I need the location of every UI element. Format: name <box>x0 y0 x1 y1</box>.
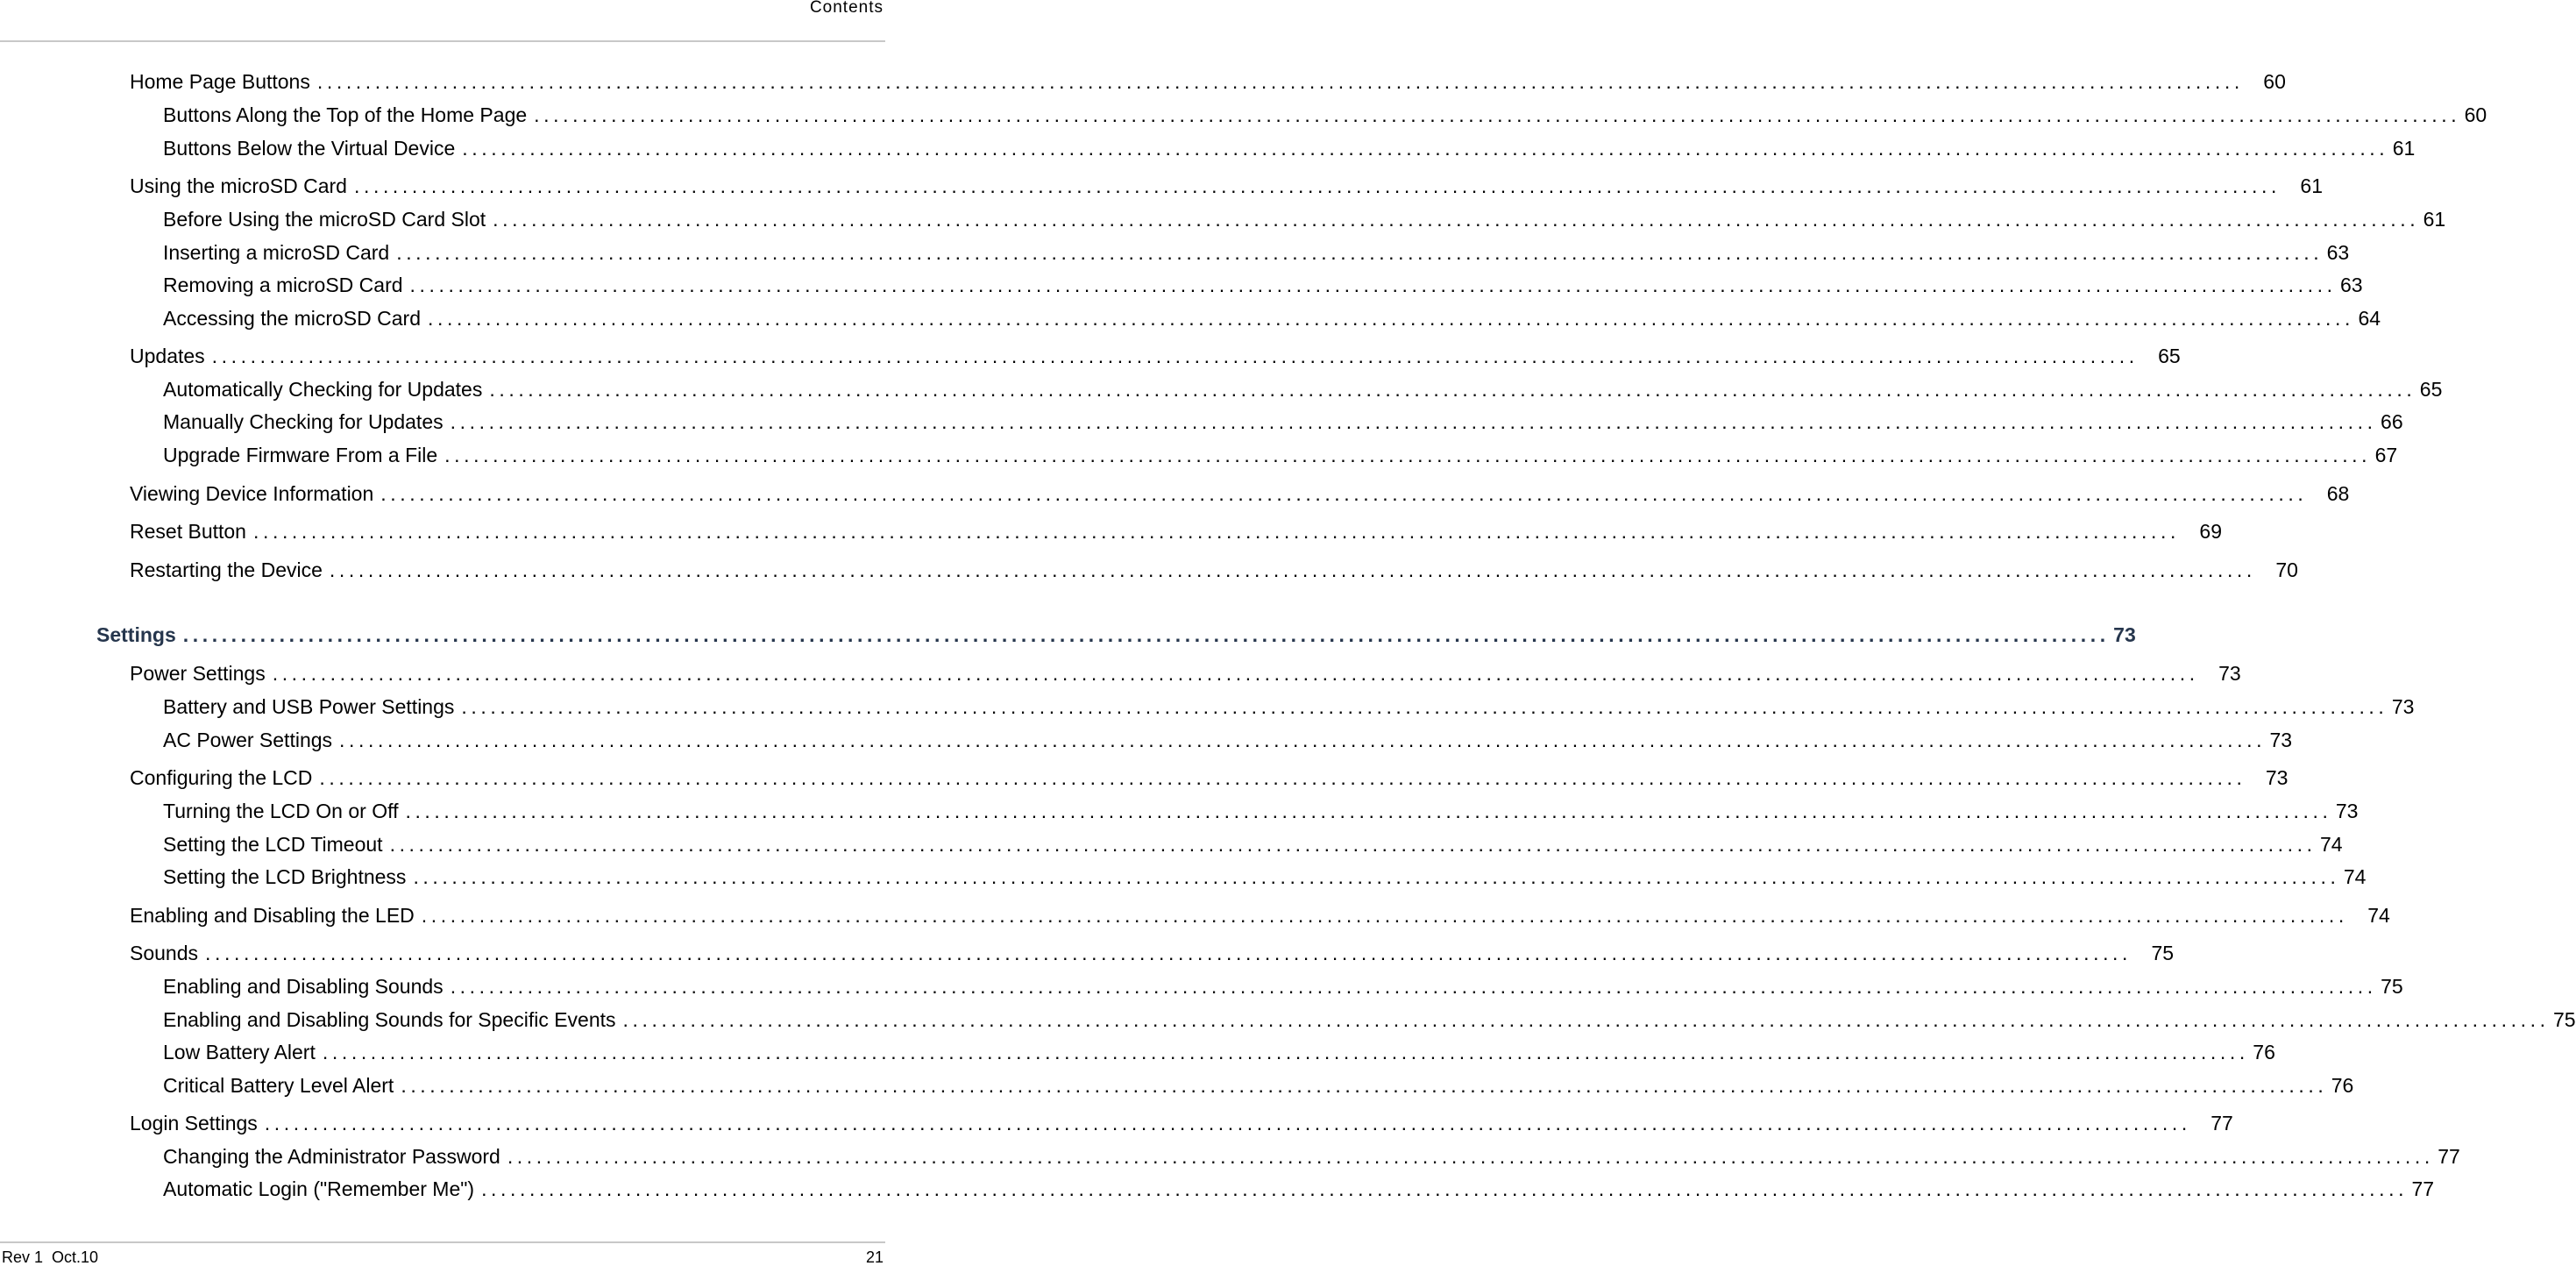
toc-subsection-entry[interactable] <box>163 377 2443 402</box>
toc-section-entry[interactable] <box>130 344 2181 368</box>
toc-entry-page-number: 67 <box>2374 444 2398 466</box>
dot-leader: ........................................................................................................................................................................................................ <box>405 800 2332 822</box>
toc-section-entry[interactable] <box>130 765 2289 790</box>
toc-entry-page-number: 63 <box>2339 274 2363 296</box>
toc-subsection-entry[interactable] <box>163 207 2446 231</box>
dot-leader: ........................................................................................................................................................................................................ <box>493 208 2420 231</box>
toc-entry-page-number: 64 <box>2358 307 2381 330</box>
toc-entry-page-number: 73 <box>2335 800 2359 822</box>
dot-leader: ........................................................................................................................................................................................................ <box>380 482 2308 505</box>
dot-leader: ........................................................................................................................................................................................................ <box>272 662 2199 685</box>
toc-subsection-entry[interactable] <box>163 103 2487 127</box>
toc-subsection-entry[interactable] <box>163 1144 2460 1169</box>
toc-entry-title: Using the microSD Card <box>130 174 347 197</box>
toc-subsection-entry[interactable] <box>163 864 2367 889</box>
dot-leader: ........................................................................................................................................................................................................ <box>264 1112 2191 1134</box>
toc-subsection-entry[interactable] <box>163 974 2403 999</box>
toc-subsection-entry[interactable] <box>163 728 2293 752</box>
toc-entry-title: Low Battery Alert <box>163 1041 316 1063</box>
toc-entry-title: Restarting the Device <box>130 558 323 581</box>
toc-subsection-entry[interactable] <box>163 443 2398 467</box>
toc-entry-page-number: 73 <box>2113 623 2136 646</box>
toc-entry-title: Setting the LCD Brightness <box>163 865 407 888</box>
dot-leader: ........................................................................................................................................................................................................ <box>481 1177 2409 1200</box>
toc-section-entry[interactable] <box>130 481 2350 506</box>
toc-subsection-entry[interactable] <box>163 273 2363 297</box>
dot-leader: ........................................................................................................................................................................................................ <box>622 1008 2550 1031</box>
footer-divider <box>0 1241 885 1243</box>
dot-leader: ........................................................................................................................................................................................................ <box>322 1041 2249 1063</box>
toc-entry-page-number: 75 <box>2552 1008 2576 1031</box>
toc-section-entry[interactable] <box>130 519 2222 544</box>
toc-entry-page-number: 66 <box>2381 410 2403 433</box>
toc-entry-title: Power Settings <box>130 662 266 685</box>
toc-entry-title: Inserting a microSD Card <box>163 241 390 264</box>
dot-leader: ........................................................................................................................................................................................................ <box>396 241 2324 264</box>
toc-entry-page-number: 61 <box>2423 208 2446 231</box>
toc-section-entry[interactable] <box>130 903 2390 928</box>
toc-subsection-entry[interactable] <box>163 1040 2275 1064</box>
toc-entry-page-number: 74 <box>2367 904 2390 927</box>
toc-entry-page-number: 77 <box>2411 1177 2435 1200</box>
toc-entry-page-number: 60 <box>2464 103 2487 126</box>
running-header-title: Contents <box>809 0 884 17</box>
toc-entry-title: Enabling and Disabling Sounds <box>163 975 444 998</box>
toc-entry-page-number: 77 <box>2211 1112 2233 1134</box>
dot-leader: ........................................................................................................................................................................................................ <box>211 345 2139 367</box>
toc-entry-title: Critical Battery Level Alert <box>163 1074 394 1097</box>
toc-chapter-entry[interactable] <box>96 622 2136 647</box>
toc-entry-page-number: 77 <box>2438 1145 2460 1168</box>
toc-entry-page-number: 74 <box>2343 865 2367 888</box>
toc-entry-page-number: 76 <box>2331 1074 2354 1097</box>
toc-entry-title: Sounds <box>130 942 199 964</box>
toc-section-entry[interactable] <box>130 1111 2233 1135</box>
toc-entry-title: Manually Checking for Updates <box>163 410 444 433</box>
toc-entry-title: Enabling and Disabling the LED <box>130 904 415 927</box>
toc-entry-page-number: 65 <box>2419 378 2443 401</box>
dot-leader: ........................................................................................................................................................................................................ <box>421 904 2348 927</box>
toc-subsection-entry[interactable] <box>163 1007 2576 1032</box>
toc-subsection-entry[interactable] <box>163 694 2415 719</box>
toc-subsection-entry[interactable] <box>163 240 2350 265</box>
toc-entry-title: Changing the Administrator Password <box>163 1145 500 1168</box>
dot-leader: ........................................................................................................................................................................................................ <box>507 1145 2434 1168</box>
toc-entry-title: Reset Button <box>130 520 246 543</box>
toc-entry-title: Home Page Buttons <box>130 70 310 93</box>
toc-subsection-entry[interactable] <box>163 1177 2435 1201</box>
dot-leader: ........................................................................................................................................................................................................ <box>401 1074 2328 1097</box>
toc-entry-page-number: 63 <box>2326 241 2350 264</box>
toc-entry-page-number: 73 <box>2391 695 2415 718</box>
toc-section-entry[interactable] <box>130 941 2175 965</box>
toc-entry-title: Buttons Below the Virtual Device <box>163 137 456 160</box>
dot-leader: ........................................................................................................................................................................................................ <box>413 865 2340 888</box>
toc-entry-page-number: 74 <box>2320 833 2343 856</box>
toc-section-entry[interactable] <box>130 69 2286 94</box>
toc-entry-page-number: 75 <box>2151 942 2175 964</box>
toc-entry-title: Removing a microSD Card <box>163 274 403 296</box>
dot-leader: ........................................................................................................................................................................................................ <box>339 729 2267 751</box>
dot-leader: ........................................................................................................................................................................................................ <box>444 444 2372 466</box>
dot-leader: ........................................................................................................................................................................................................ <box>450 975 2377 998</box>
dot-leader: ........................................................................................................................................................................................................ <box>428 307 2355 330</box>
footer-page-number: 21 <box>865 1248 884 1266</box>
toc-entry-title: Automatically Checking for Updates <box>163 378 483 401</box>
toc-entry-page-number: 69 <box>2199 520 2222 543</box>
dot-leader: ........................................................................................................................................................................................................ <box>534 103 2461 126</box>
dot-leader: ........................................................................................................................................................................................................ <box>450 410 2377 433</box>
toc-entry-page-number: 61 <box>2300 174 2323 197</box>
dot-leader: ........................................................................................................................................................................................................ <box>319 766 2246 789</box>
dot-leader: ........................................................................................................................................................................................................ <box>182 623 2110 646</box>
toc-section-entry[interactable] <box>130 661 2241 686</box>
toc-entry-page-number: 73 <box>2218 662 2241 685</box>
toc-subsection-entry[interactable] <box>163 409 2403 434</box>
toc-section-entry[interactable] <box>130 174 2323 198</box>
toc-entry-title: Upgrade Firmware From a File <box>163 444 438 466</box>
toc-subsection-entry[interactable] <box>163 799 2359 823</box>
toc-entry-title: Setting the LCD Timeout <box>163 833 383 856</box>
dot-leader: ........................................................................................................................................................................................................ <box>489 378 2416 401</box>
dot-leader: ........................................................................................................................................................................................................ <box>252 520 2180 543</box>
toc-entry-title: Before Using the microSD Card Slot <box>163 208 486 231</box>
dot-leader: ........................................................................................................................................................................................................ <box>409 274 2337 296</box>
header-divider <box>0 40 885 42</box>
toc-entry-title: Configuring the LCD <box>130 766 313 789</box>
dot-leader: ........................................................................................................................................................................................................ <box>462 137 2389 160</box>
toc-entry-title: Enabling and Disabling Sounds for Specific Events <box>163 1008 616 1031</box>
toc-subsection-entry[interactable] <box>163 1073 2354 1098</box>
dot-leader: ........................................................................................................................................................................................................ <box>316 70 2244 93</box>
toc-entry-title: AC Power Settings <box>163 729 333 751</box>
toc-section-entry[interactable] <box>130 558 2298 582</box>
toc-entry-title: Viewing Device Information <box>130 482 374 505</box>
dot-leader: ........................................................................................................................................................................................................ <box>205 942 2132 964</box>
toc-entry-title: Turning the LCD On or Off <box>163 800 399 822</box>
toc-entry-title: Accessing the microSD Card <box>163 307 421 330</box>
toc-subsection-entry[interactable] <box>163 832 2343 857</box>
toc-entry-page-number: 73 <box>2265 766 2289 789</box>
toc-entry-title: Automatic Login ("Remember Me") <box>163 1177 475 1200</box>
toc-entry-title: Login Settings <box>130 1112 258 1134</box>
footer-revision: Rev 1 Oct.10 <box>2 1248 99 1266</box>
toc-entry-title: Buttons Along the Top of the Home Page <box>163 103 528 126</box>
toc-entry-page-number: 76 <box>2253 1041 2275 1063</box>
dot-leader: ........................................................................................................................................................................................................ <box>329 558 2256 581</box>
toc-entry-page-number: 70 <box>2275 558 2298 581</box>
toc-entry-title: Updates <box>130 345 205 367</box>
toc-subsection-entry[interactable] <box>163 136 2416 160</box>
toc-entry-page-number: 73 <box>2269 729 2293 751</box>
toc-subsection-entry[interactable] <box>163 306 2381 331</box>
dot-leader: ........................................................................................................................................................................................................ <box>353 174 2281 197</box>
toc-entry-title: Battery and USB Power Settings <box>163 695 455 718</box>
dot-leader: ........................................................................................................................................................................................................ <box>461 695 2388 718</box>
toc-entry-page-number: 75 <box>2381 975 2403 998</box>
toc-entry-page-number: 60 <box>2263 70 2286 93</box>
toc-entry-page-number: 68 <box>2326 482 2350 505</box>
toc-entry-page-number: 61 <box>2392 137 2416 160</box>
toc-entry-page-number: 65 <box>2158 345 2181 367</box>
dot-leader: ........................................................................................................................................................................................................ <box>389 833 2317 856</box>
toc-entry-title: Settings <box>96 623 176 646</box>
